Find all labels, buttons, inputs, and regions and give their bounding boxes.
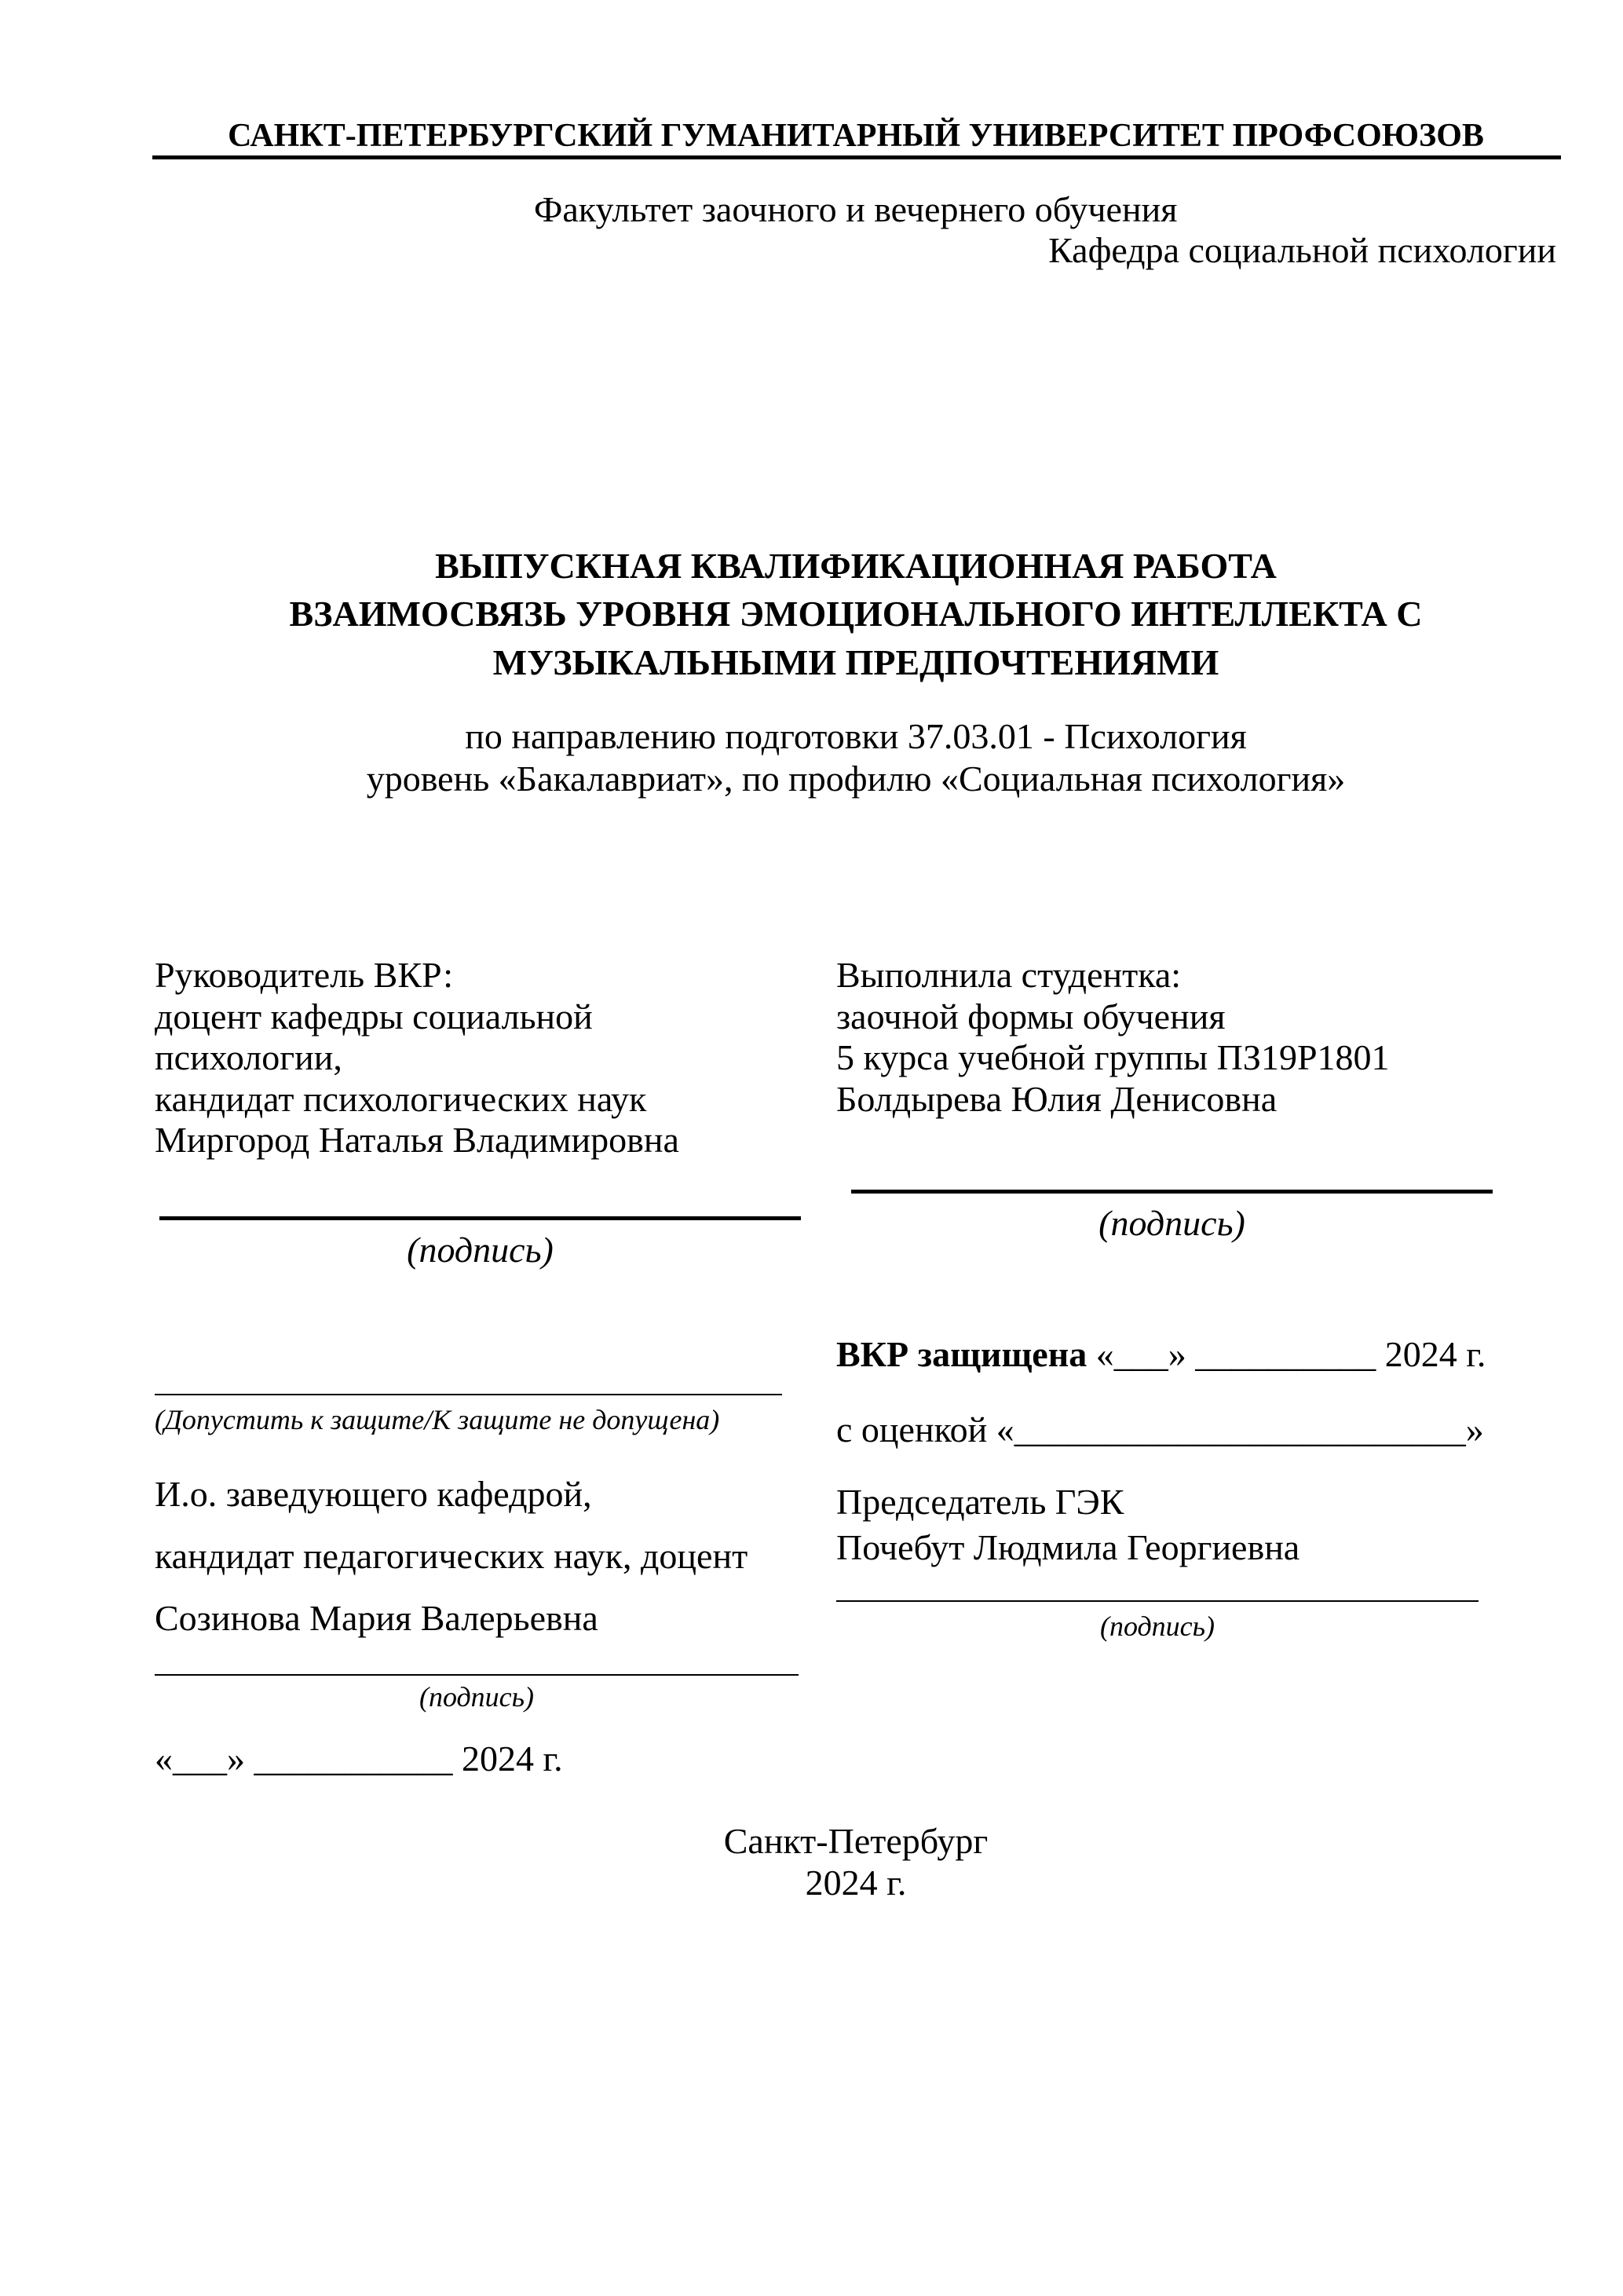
defense-protected-label: ВКР защищена [836,1334,1087,1374]
work-title-line-1: ВЗАИМОСВЯЗЬ УРОВНЯ ЭМОЦИОНАЛЬНОГО ИНТЕЛЛЕКТА С [289,594,1423,634]
chair-title: Председатель ГЭК [836,1482,1124,1522]
chair-signature-line [836,1600,1479,1602]
supervisor-line: доцент кафедры социальной [155,996,593,1036]
student-line: Выполнила студентка: [836,955,1182,995]
defense-protected [836,1333,1486,1376]
student-signature-caption: (подпись) [1098,1203,1245,1243]
student-line: 5 курса учебной группы ПЗ19Р1801 [836,1037,1390,1077]
defense-protected-date: «___» __________ 2024 г. [1095,1334,1486,1374]
admission-caption: (Допустить к защите/К защите не допущена) [155,1404,720,1435]
header-rule [152,155,1561,159]
direction: по направлению подготовки 37.03.01 - Психология [465,716,1247,756]
student-name: Болдырева Юлия Денисовна [836,1079,1278,1119]
head-signature-caption: (подпись) [419,1681,535,1713]
chair-name: Почебут Людмила Георгиевна [836,1527,1300,1567]
supervisor-line: Руководитель ВКР: [155,955,454,995]
footer-year: 2024 г. [805,1863,907,1903]
defense-grade: с оценкой «_________________________» [836,1409,1484,1450]
admission-decision-line [155,1394,782,1395]
supervisor-name: Миргород Наталья Владимировна [155,1120,679,1160]
head-signature-line [155,1674,799,1676]
head-degree: кандидат педагогических наук, доцент [155,1536,748,1576]
admission-date: «___» ___________ 2024 г. [155,1738,563,1779]
supervisor-line: кандидат психологических наук [155,1079,647,1119]
chair-signature-caption: (подпись) [1099,1610,1215,1642]
supervisor-signature-caption: (подпись) [407,1230,554,1270]
head-title: И.о. заведующего кафедрой, [155,1474,592,1514]
student-line: заочной формы обучения [836,996,1226,1036]
student-signature-line [851,1190,1493,1194]
faculty: Факультет заочного и вечернего обучения [534,189,1178,229]
work-type: ВЫПУСКНАЯ КВАЛИФИКАЦИОННАЯ РАБОТА [435,546,1277,586]
supervisor-line: психологии, [155,1037,342,1077]
work-title-line-2: МУЗЫКАЛЬНЫМИ ПРЕДПОЧТЕНИЯМИ [492,642,1219,682]
head-name: Созинова Мария Валерьевна [155,1598,598,1638]
footer-city: Санкт-Петербург [723,1821,989,1861]
level-profile: уровень «Бакалавриат», по профилю «Социальная психология» [366,759,1346,799]
department: Кафедра социальной психологии [1048,230,1556,270]
supervisor-signature-line [159,1216,801,1220]
university-name: САНКТ-ПЕТЕРБУРГСКИЙ ГУМАНИТАРНЫЙ УНИВЕРСИТЕТ ПРОФСОЮЗОВ [228,118,1484,154]
